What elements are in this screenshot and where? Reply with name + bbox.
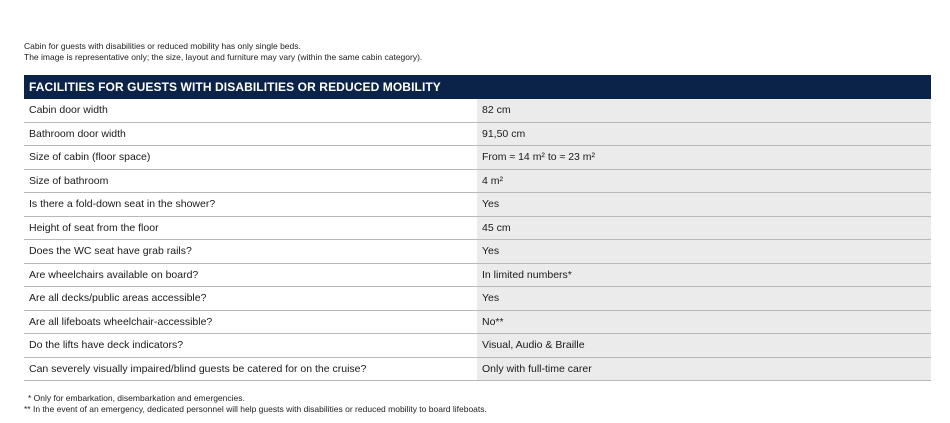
table-row bbox=[24, 170, 931, 194]
row-question: Height of seat from the floor bbox=[24, 217, 477, 240]
footnote-1: * Only for embarkation, disembarkation and emergencies. bbox=[28, 393, 245, 403]
row-answer: From ≈ 14 m² to ≈ 23 m² bbox=[477, 146, 931, 169]
footnotes bbox=[24, 393, 487, 415]
footnote-2: ** In the event of an emergency, dedicated personnel will help guests with disabilities or reduced mobility to board lifeboats. bbox=[24, 404, 487, 414]
row-question: Are wheelchairs available on board? bbox=[24, 264, 477, 287]
row-answer: Only with full-time carer bbox=[477, 358, 931, 381]
table-row bbox=[24, 311, 931, 335]
row-question: Do the lifts have deck indicators? bbox=[24, 334, 477, 357]
table-row bbox=[24, 99, 931, 123]
table-row bbox=[24, 334, 931, 358]
row-answer: 45 cm bbox=[477, 217, 931, 240]
intro-notes bbox=[24, 41, 422, 63]
row-answer: Yes bbox=[477, 193, 931, 216]
row-answer: Visual, Audio & Braille bbox=[477, 334, 931, 357]
table-body bbox=[24, 99, 931, 381]
row-question: Does the WC seat have grab rails? bbox=[24, 240, 477, 263]
table-row bbox=[24, 358, 931, 382]
table-row bbox=[24, 264, 931, 288]
table-row bbox=[24, 146, 931, 170]
table-row bbox=[24, 217, 931, 241]
row-answer: 82 cm bbox=[477, 99, 931, 122]
row-answer: 4 m² bbox=[477, 170, 931, 193]
table-row bbox=[24, 123, 931, 147]
row-question: Is there a fold-down seat in the shower? bbox=[24, 193, 477, 216]
row-question: Bathroom door width bbox=[24, 123, 477, 146]
note-single-beds: Cabin for guests with disabilities or reduced mobility has only single beds. bbox=[24, 41, 301, 51]
row-answer: In limited numbers* bbox=[477, 264, 931, 287]
row-question: Are all decks/public areas accessible? bbox=[24, 287, 477, 310]
row-question: Size of cabin (floor space) bbox=[24, 146, 477, 169]
table-row bbox=[24, 240, 931, 264]
row-answer: Yes bbox=[477, 240, 931, 263]
row-question: Are all lifeboats wheelchair-accessible? bbox=[24, 311, 477, 334]
table-row bbox=[24, 287, 931, 311]
row-answer: No** bbox=[477, 311, 931, 334]
table-row bbox=[24, 193, 931, 217]
row-answer: 91,50 cm bbox=[477, 123, 931, 146]
note-image-representative: The image is representative only; the size, layout and furniture may vary (within the same cabin category). bbox=[24, 52, 423, 62]
facilities-table bbox=[24, 75, 931, 381]
row-question: Can severely visually impaired/blind guests be catered for on the cruise? bbox=[24, 358, 477, 381]
table-title: FACILITIES FOR GUESTS WITH DISABILITIES OR REDUCED MOBILITY bbox=[24, 75, 931, 99]
row-answer: Yes bbox=[477, 287, 931, 310]
row-question: Cabin door width bbox=[24, 99, 477, 122]
row-question: Size of bathroom bbox=[24, 170, 477, 193]
